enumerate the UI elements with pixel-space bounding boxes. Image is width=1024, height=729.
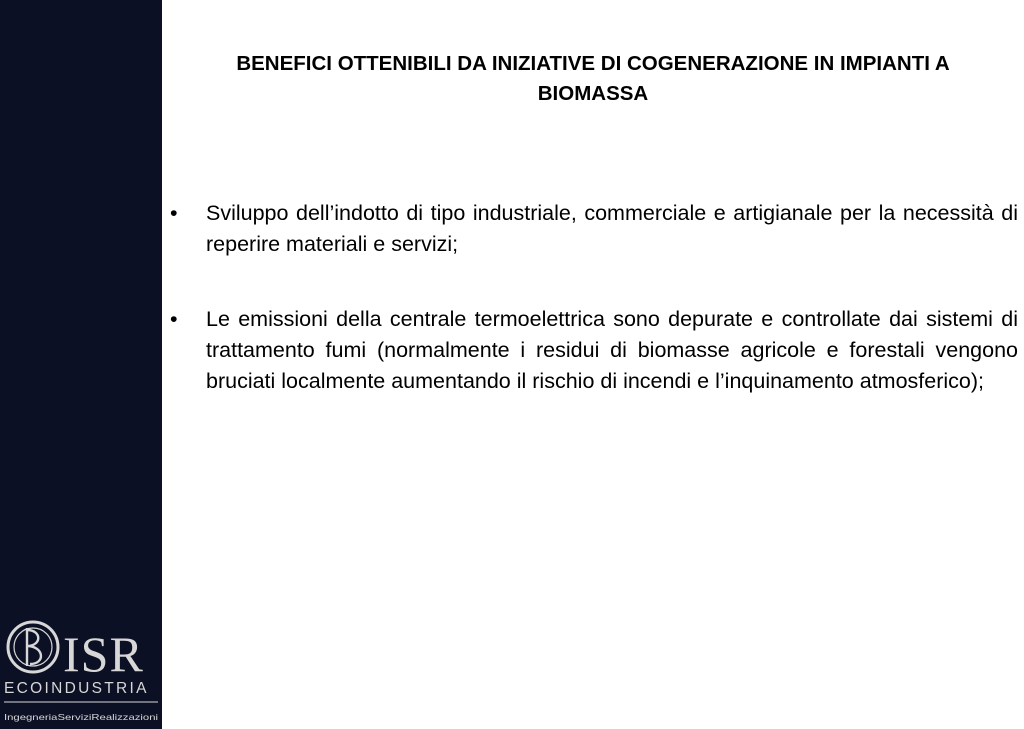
bullet-icon: • [170,201,178,225]
bullet-item [166,198,1018,260]
isr-emblem-icon [8,622,58,672]
isr-ecoindustria-logo [2,612,160,729]
bullet-list [166,198,1018,441]
slide-title: BENEFICI OTTENIBILI DA INIZIATIVE DI COGENERAZIONE IN IMPIANTI A BIOMASSA [236,52,950,105]
bullet-icon: • [170,307,178,331]
logo-tagline-text: IngegneriaServiziRealizzazioni [4,713,159,722]
logo-subtitle-text: ECOINDUSTRIA [4,680,149,697]
logo-brand-text: ISR [63,626,144,682]
bullet-text: Sviluppo dell’indotto di tipo industriale, commerciale e artigianale per la necessità di reperire materiali e servizi; [206,201,1018,256]
bullet-item [166,304,1018,397]
bullet-text: Le emissioni della centrale termoelettrica sono depurate e controllate dai sistemi di trattamento fumi (normalmente i residui di biomasse agricole e forestali vengono bruciati localmente aumentando il rischio di incendi e l’inquinamento atmosferico); [206,307,1018,393]
sidebar-panel [0,0,162,729]
